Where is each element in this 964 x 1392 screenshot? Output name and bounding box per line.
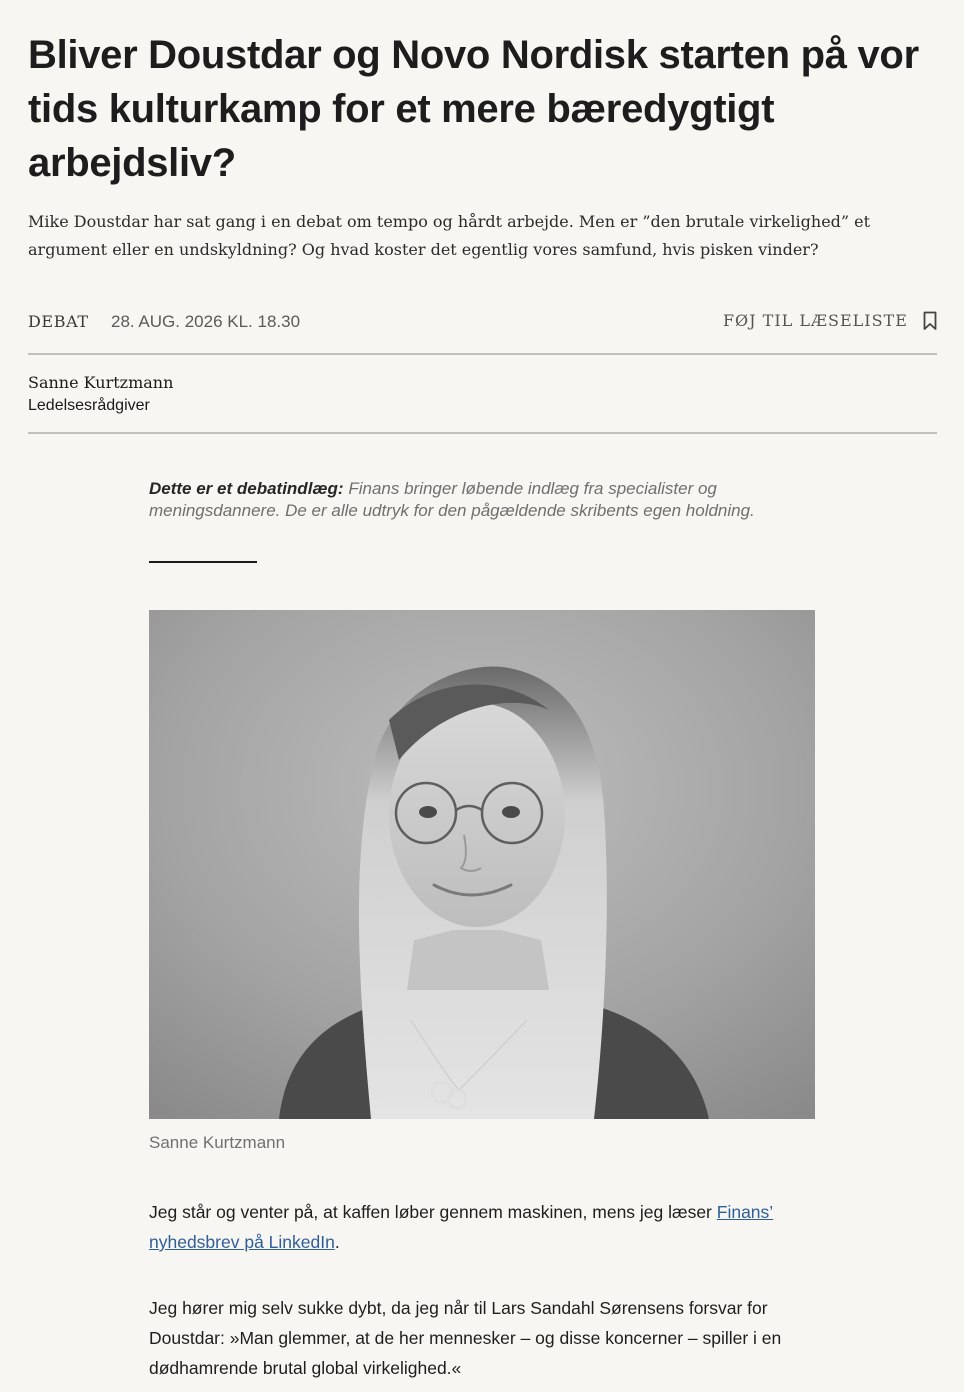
photo-caption: Sanne Kurtzmann (149, 1133, 286, 1152)
disclaimer-divider (149, 561, 257, 563)
divider-bottom (28, 432, 937, 434)
add-to-readlist-label: FØJ TIL LÆSELISTE (722, 311, 908, 330)
add-to-readlist-button[interactable] (723, 310, 937, 331)
article-meta (28, 310, 937, 336)
author-role: Ledelsesrådgiver (28, 397, 150, 414)
disclaimer-lead: Dette er et debatindlæg: (149, 479, 344, 498)
divider-top (28, 353, 937, 355)
author-photo (149, 610, 815, 1119)
publish-date: 28. AUG. 2026 KL. 18.30 (111, 312, 301, 331)
body-paragraph-1-end: . (334, 1232, 340, 1252)
article-subtitle: Mike Doustdar har sat gang i en debat om tempo og hårdt arbejde. Men er ”den brutale virkelighed” et argument eller en undskyldning? Og hvad koster det egentlig vores samfund, hvis pisken vinder? (28, 212, 871, 259)
body-paragraph-1-text: Jeg står og venter på, at kaffen løber gennem maskinen, mens jeg læser (149, 1202, 717, 1222)
author-name[interactable]: Sanne Kurtzmann (28, 373, 174, 392)
section-label[interactable]: DEBAT (28, 312, 89, 331)
body-paragraph-2: Jeg hører mig selv sukke dybt, da jeg når til Lars Sandahl Sørensens forsvar for Doustdar: »Man glemmer, at de her mennesker – og disse koncerner – spiller i en dødhamrende brutal global virkelighed.« (149, 1298, 782, 1378)
newsletter-link[interactable]: Finans’ nyhedsbrev på LinkedIn (149, 1202, 774, 1252)
body-paragraph-1 (149, 1197, 809, 1257)
debate-disclaimer (149, 478, 799, 522)
bookmark-icon (923, 311, 937, 331)
disclaimer-text: Finans bringer løbende indlæg fra specialister og meningsdannere. De er alle udtryk for den pågældende skribents egen holdning. (149, 479, 755, 520)
article-headline: Bliver Doustdar og Novo Nordisk starten på vor tids kulturkamp for et mere bæredygtigt arbejdsliv? (28, 33, 919, 185)
